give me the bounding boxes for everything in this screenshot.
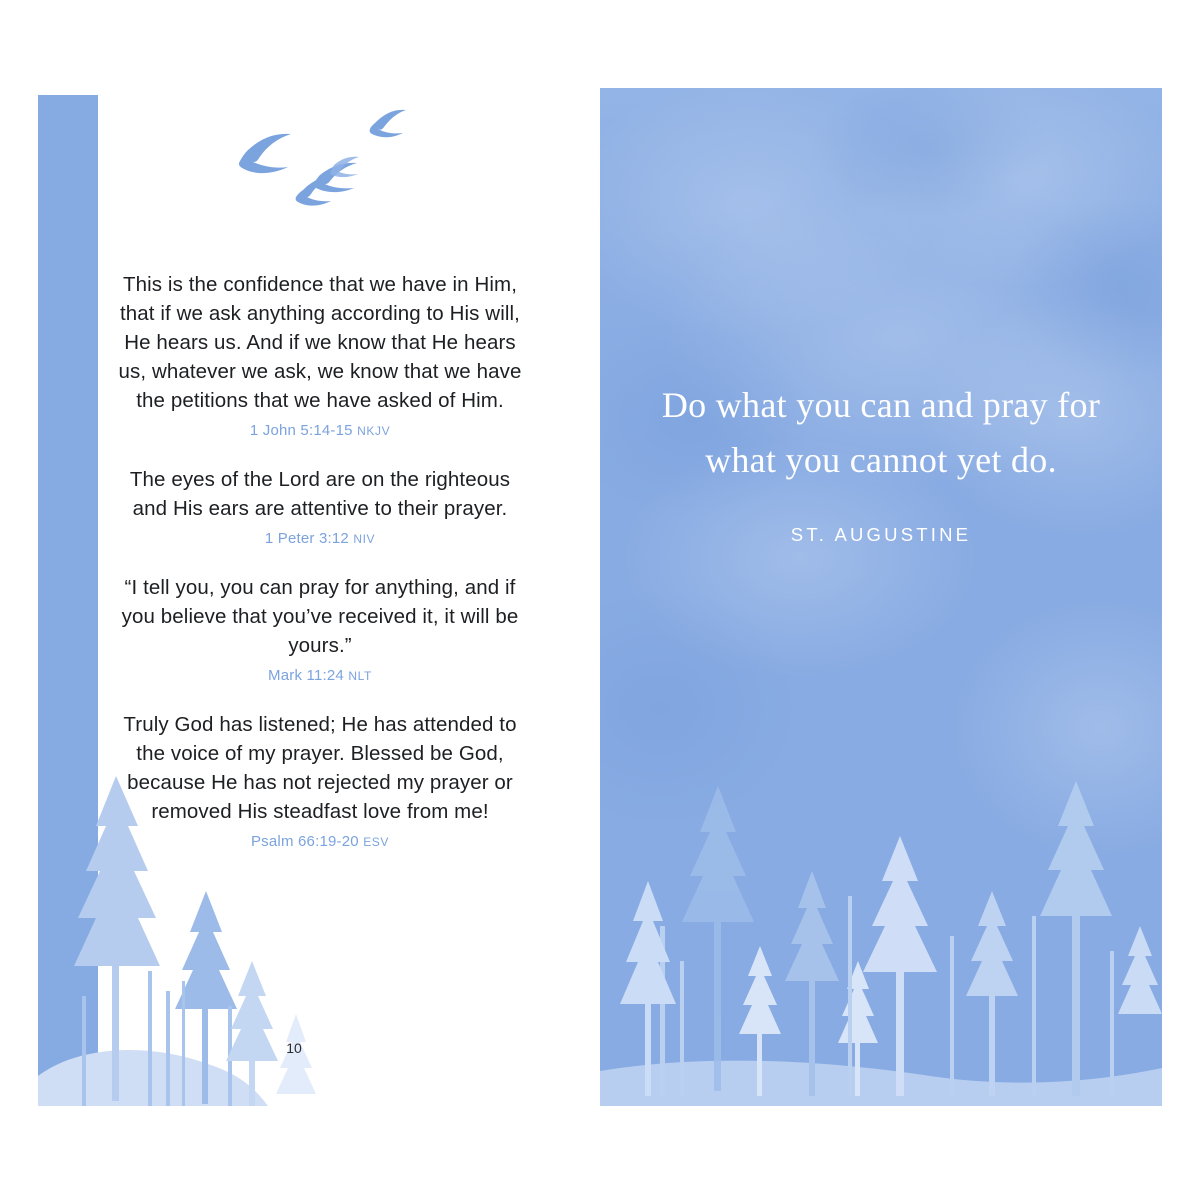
verse-translation: NLT xyxy=(348,669,372,683)
verse-text: This is the confidence that we have in Him, that if we ask anything according to His will, He hears us. And if we know that He hears us, whatever we ask, we know that we have the petitions that we have asked of Him. xyxy=(118,273,522,412)
quote-block xyxy=(600,378,1162,546)
verse-block xyxy=(110,573,530,684)
verse-reference xyxy=(110,530,530,547)
quote-text: Do what you can and pray for what you cannot yet do. xyxy=(661,385,1101,480)
verse-reference-book: Psalm 66:19-20 xyxy=(250,833,359,850)
verse-translation: ESV xyxy=(363,835,390,849)
pine-forest-silhouette xyxy=(600,776,1162,1106)
verse-text: “I tell you, you can pray for anything, and if you believe that you’ve received it, it will be yours.” xyxy=(121,576,519,657)
verse-translation: NIV xyxy=(353,532,376,546)
verse-block xyxy=(110,465,530,547)
verse-translation: NKJV xyxy=(357,424,391,438)
verse-reference xyxy=(110,422,530,439)
verse-reference-book: 1 John 5:14-15 xyxy=(249,422,353,439)
verse-reference xyxy=(110,667,530,684)
page-number: 10 xyxy=(286,1040,302,1056)
verse-reference-book: 1 Peter 3:12 xyxy=(264,530,349,547)
verse-reference xyxy=(110,833,530,850)
verse-block xyxy=(110,270,530,439)
verse-reference-book: Mark 11:24 xyxy=(268,667,344,684)
quote-attribution: ST. AUGUSTINE xyxy=(790,524,972,545)
verse-text: The eyes of the Lord are on the righteous and His ears are attentive to their prayer. xyxy=(129,468,511,520)
verse-block xyxy=(110,710,530,850)
right-page xyxy=(600,88,1162,1106)
verse-text: Truly God has listened; He has attended to the voice of my prayer. Blessed be God, because He has not rejected my prayer or removed His steadfast love from me! xyxy=(123,713,517,823)
verse-list xyxy=(110,270,530,850)
left-page xyxy=(38,95,550,1106)
